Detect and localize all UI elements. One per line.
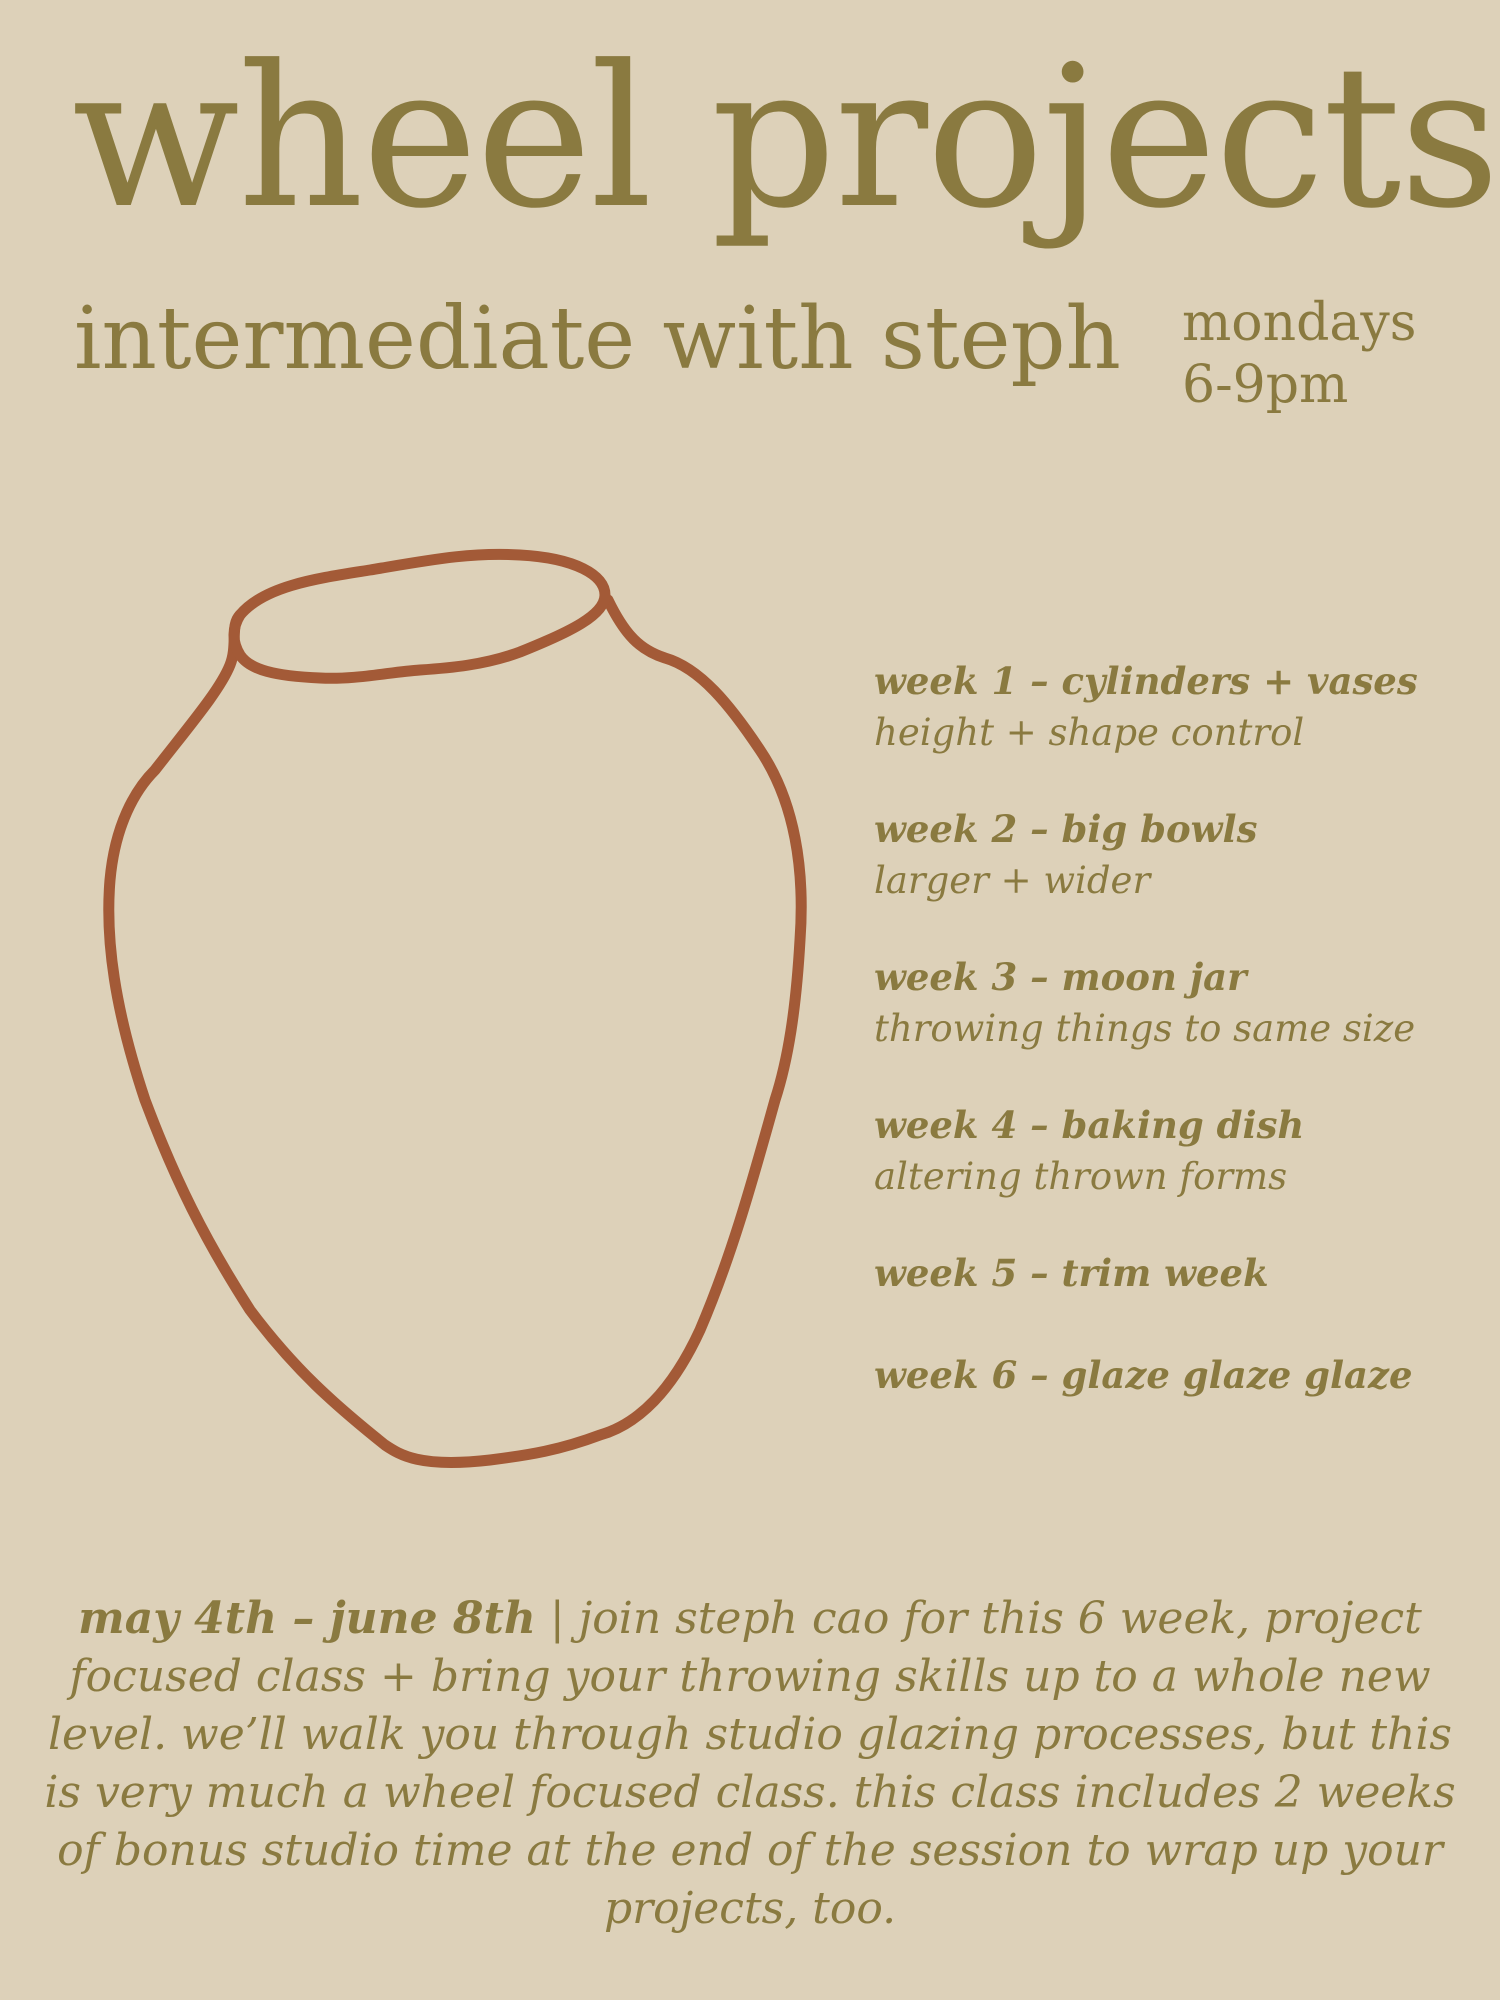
poster-title: wheel projects (72, 24, 1499, 252)
week-item (874, 655, 1474, 759)
week-title: week 5 – trim week (874, 1251, 1269, 1295)
week-item (874, 803, 1474, 907)
schedule-time: 6-9pm (1182, 355, 1349, 415)
week-description: altering thrown forms (874, 1155, 1288, 1198)
description-body: join steph cao for this 6 week, project focused class + bring your throwing skills up to a whole new level. we’ll walk you through studio glazing processes, but this is very much a wheel focused class. this class includes 2 weeks of bonus studio time at the end of the session to wrap up your projects, too. (44, 1593, 1456, 1934)
week-item (874, 1099, 1474, 1203)
week-title: week 4 – baking dish (874, 1103, 1305, 1147)
week-description: larger + wider (874, 859, 1151, 902)
week-title: week 6 – glaze glaze glaze (874, 1353, 1413, 1397)
week-title: week 2 – big bowls (874, 807, 1258, 851)
week-title: week 1 – cylinders + vases (874, 659, 1418, 703)
vase-rim-outline (234, 554, 605, 678)
week-description: throwing things to same size (874, 1007, 1416, 1050)
poster-subtitle: intermediate with steph (74, 289, 1121, 389)
schedule-day: mondays (1182, 293, 1417, 353)
week-item (874, 951, 1474, 1055)
description-separator: | (535, 1593, 579, 1644)
week-item (874, 1349, 1474, 1401)
week-item (874, 1247, 1474, 1299)
vase-outline-icon (90, 540, 830, 1500)
class-dates: may 4th – june 8th (78, 1593, 536, 1644)
week-description: height + shape control (874, 711, 1305, 754)
class-description (40, 1590, 1460, 1938)
schedule (1182, 292, 1416, 416)
week-title: week 3 – moon jar (874, 955, 1247, 999)
weekly-schedule (874, 655, 1474, 1451)
vase-body-outline (109, 600, 801, 1462)
